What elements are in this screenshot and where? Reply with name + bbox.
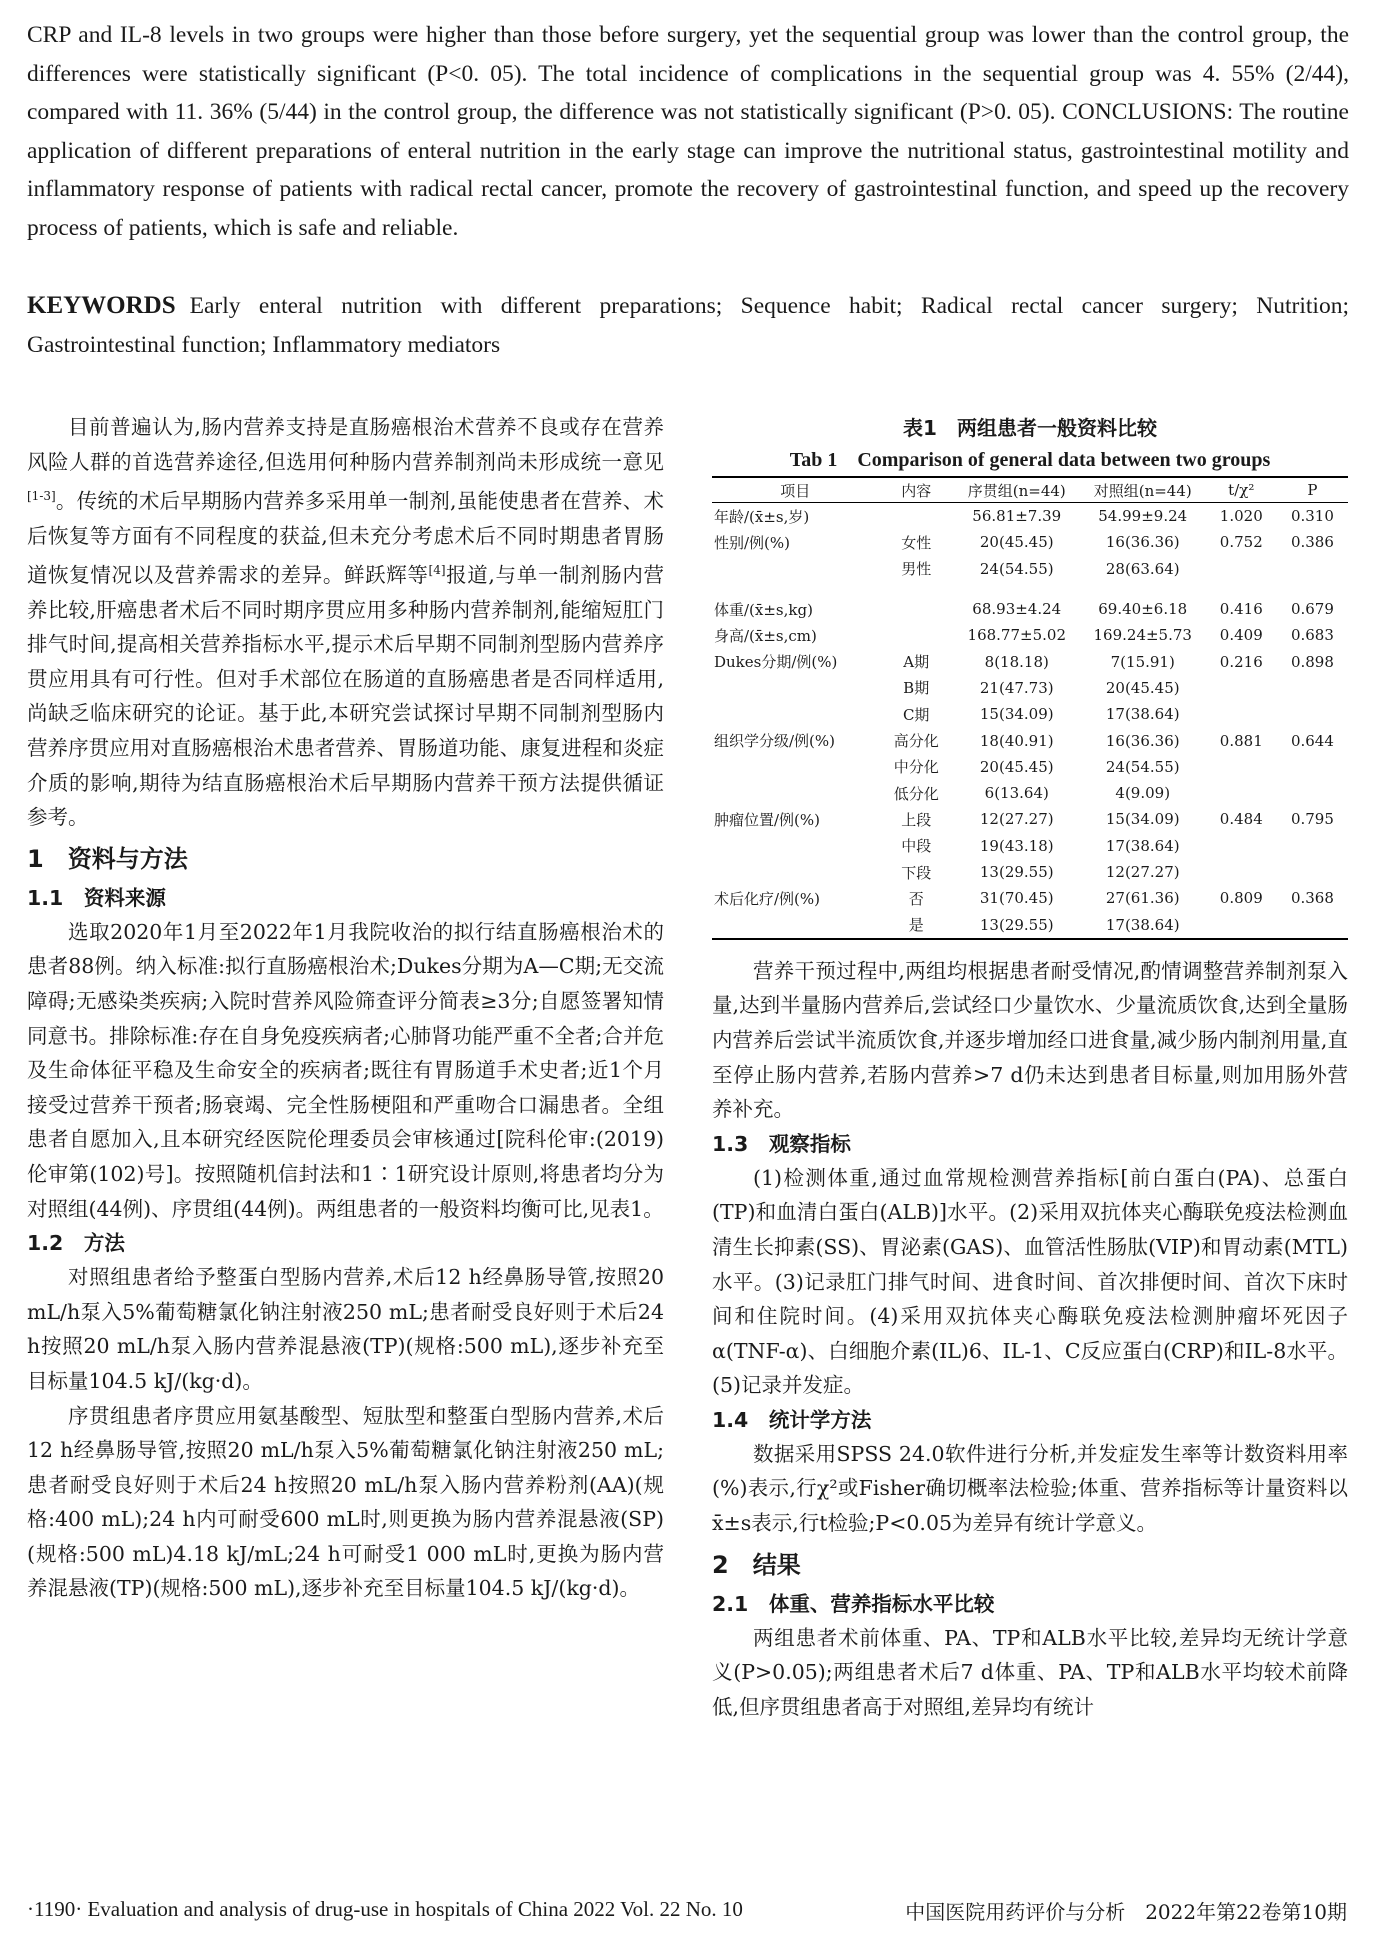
table-cell: 28(63.64) (1105, 559, 1180, 578)
table-cell (1277, 556, 1348, 582)
source-paragraph: 选取2020年1月至2022年1月我院收治的拟行结直肠癌根治术的患者88例。纳入标准:拟行直肠癌根治术;Dukes分期为A—C期;无交流障碍;无感染类疾病;入院时营养风险筛查评分简表≥3分;自愿签署知情同意书。排除标准:存在自身免疫疾病者;心肺肾功能严重不全者;合并危及生命体征平稳及生命安全的疾病者;既往有胃肠道手术史者;近1个月接受过营养干预者;肠衰竭、完全性肠梗阻和严重吻合口漏患者。全组患者自愿加入,且本研究经医院伦理委员会审核通过[院科伦审:(2019)伦审第(102)号]。按照随机信封法和1∶1研究设计原则,将患者均分为对照组(44例)、序贯组(44例)。两组患者的一般资料均衡可比,见表1。 (27, 919, 664, 1221)
right-column (712, 410, 1348, 1724)
table-row (712, 529, 1348, 555)
table-cell: 0.809 (1219, 889, 1263, 908)
table-cell (712, 754, 879, 780)
intro-paragraph (27, 410, 664, 835)
table-cell (1206, 754, 1277, 780)
citation-ref: [4] (428, 563, 446, 578)
table-cell: 0.484 (1219, 810, 1263, 829)
table-cell: 6(13.64) (984, 784, 1049, 803)
statistics-paragraph: 数据采用SPSS 24.0软件进行分析,并发症发生率等计数资料用率(%)表示,行χ²或Fisher确切概率法检验;体重、营养指标等计量资料以x̄±s表示,行t检验;P<0.05为差异有统计学意义。 (712, 1441, 1348, 1536)
table-cell: 下段 (901, 863, 932, 882)
table-cell (1080, 582, 1206, 596)
col-header-p: P (1277, 477, 1348, 503)
weight-paragraph: 两组患者术前体重、PA、TP和ALB水平比较,差异均无统计学意义(P>0.05);两组患者术后7 d体重、PA、TP和ALB水平均较术前降低,但序贯组患者高于对照组,差异均有统计 (712, 1625, 1348, 1719)
intervention-paragraph: 营养干预过程中,两组均根据患者耐受情况,酌情调整营养制剂泵入量,达到半量肠内营养后,尝试经口少量饮水、少量流质饮食,达到全量肠内营养后尝试半流质饮食,并逐步增加经口进食量,减少肠内制剂用量,直至停止肠内营养,若肠内营养>7 d仍未达到患者目标量,则加用肠外营养补充。 (712, 958, 1348, 1122)
table-cell (1206, 833, 1277, 859)
citation-ref: [1-3] (27, 489, 56, 504)
table-cell: Dukes分期/例(%) (714, 653, 838, 672)
table-cell: 12(27.27) (1105, 863, 1180, 881)
table-cell: 20(45.45) (979, 757, 1054, 776)
table-row (712, 622, 1348, 648)
subsection-heading-weight: 2.1 体重、营养指标水平比较 (712, 1591, 995, 1616)
subsection-heading-method: 1.2 方法 (27, 1231, 125, 1256)
table-cell (1277, 780, 1348, 806)
table-cell: 否 (908, 889, 924, 908)
table-cell: 1.020 (1219, 507, 1263, 526)
table-cell: 男性 (901, 560, 932, 579)
table-cell: 0.752 (1219, 533, 1263, 552)
table-cell: 是 (908, 916, 924, 935)
table-row (712, 754, 1348, 780)
intro-text-3: 报道,与单一制剂肠内营养比较,肝癌患者术后不同时期序贯应用多种肠内营养制剂,能缩短肛门排气时间,提高相关营养指标水平,提示术后早期不同制剂型肠内营养序贯应用具有可行性。但对手术部位在肠道的直肠癌患者是否同样适用,尚缺乏临床研究的论证。基于此,本研究尝试探讨早期不同制剂型肠内营养序贯应用对直肠癌根治术患者营养、胃肠道功能、康复进程和炎症介质的影响,期待为结直肠癌根治术后早期肠内营养干预方法提供循证参考。 (27, 563, 664, 830)
table-cell (879, 503, 954, 530)
table-row (712, 556, 1348, 582)
table-cell: 中分化 (893, 758, 939, 777)
table-cell: 0.644 (1290, 731, 1334, 750)
table-row (712, 885, 1348, 911)
table-row (712, 806, 1348, 832)
table-row (712, 859, 1348, 885)
table-cell: 0.881 (1219, 731, 1263, 750)
table-cell: 中段 (901, 837, 932, 856)
table-cell (1206, 701, 1277, 727)
table-row (712, 780, 1348, 806)
table-cell: 19(43.18) (979, 836, 1054, 855)
method-paragraph-sequential: 序贯组患者序贯应用氨基酸型、短肽型和整蛋白型肠内营养,术后12 h经鼻肠导管,按照20 mL/h泵入5%葡萄糖氯化钠注射液250 mL;患者耐受良好则于术后24 h按照20 mL/h泵入肠内营养粉剂(AA)(规格:400 mL);24 h内可耐受600 mL时,则更换为肠内营养混悬液(SP)(规格:500 mL)4.18 kJ/mL;24 h可耐受1 000 mL时,更换为肠内营养混悬液(TP)(规格:500 mL),逐步补充至目标量104.5 kJ/(kg·d)。 (27, 1403, 664, 1601)
col-header-control: 对照组(n=44) (1080, 477, 1206, 503)
method-paragraph-control: 对照组患者给予整蛋白型肠内营养,术后12 h经鼻肠导管,按照20 mL/h泵入5%葡萄糖氯化钠注射液250 mL;患者耐受良好则于术后24 h按照20 mL/h泵入肠内营养混悬液(TP)(规格:500 mL),逐步补充至目标量104.5 kJ/(kg·d)。 (27, 1265, 664, 1393)
table-cell: 24(54.55) (979, 559, 1054, 578)
table-row (712, 727, 1348, 753)
table-cell: 20(45.45) (1105, 678, 1180, 697)
table-row (712, 833, 1348, 859)
table-cell: 8(18.18) (984, 652, 1049, 671)
table-cell: 17(38.64) (1105, 705, 1180, 724)
table-cell (954, 582, 1080, 596)
table-cell (1277, 582, 1348, 596)
table-cell: 20(45.45) (979, 533, 1054, 552)
col-header-sequential: 序贯组(n=44) (954, 477, 1080, 503)
table-cell: 68.93±4.24 (972, 600, 1062, 619)
table-cell: 0.795 (1290, 810, 1334, 829)
table-cell (1277, 859, 1348, 885)
table-cell (1277, 911, 1348, 938)
subsection-heading-statistics: 1.4 统计学方法 (712, 1407, 872, 1432)
footer-journal-cn: 中国医院用药评价与分析 2022年第22卷第10期 (905, 1900, 1347, 1924)
col-header-content: 内容 (879, 477, 954, 503)
table-cell (1206, 556, 1277, 582)
table-cell: 56.81±7.39 (972, 507, 1062, 526)
table-cell (712, 556, 879, 582)
table-cell: 年龄/(x̄±s,岁) (714, 507, 810, 526)
col-header-stat: t/χ² (1206, 477, 1277, 503)
table-cell: 0.679 (1290, 600, 1334, 619)
table-row (712, 911, 1348, 938)
table-cell: 0.683 (1290, 626, 1334, 645)
table-cell: 性别/例(%) (714, 533, 791, 552)
table-cell (879, 596, 954, 622)
left-column (27, 410, 664, 1606)
table-cell: 上段 (901, 810, 932, 829)
table-cell (1206, 911, 1277, 938)
table-cell: B期 (903, 679, 930, 698)
table-row (712, 675, 1348, 701)
keywords-label: KEYWORDS (27, 292, 176, 319)
table-cell (712, 833, 879, 859)
table-cell (879, 582, 954, 596)
abstract-continuation: CRP and IL-8 levels in two groups were higher than those before surgery, yet the sequential group was lower than the control group, the differences were statistically significant (P<0. 05). The total incidence of complications in the sequential group was 4. 55% (2/44), compared with 11. 36% (5/44) in the control group, the difference was not statistically significant (P>0. 05). CONCLUSIONS: The routine application of different preparations of enteral nutrition in the early stage can improve the nutritional status, gastrointestinal motility and inflammatory response of patients with radical rectal cancer, promote the recovery of gastrointestinal function, and speed up the recovery process of patients, which is safe and reliable. (27, 22, 1349, 241)
table-cell: 169.24±5.73 (1093, 626, 1192, 645)
table-cell (1206, 859, 1277, 885)
section-heading-methods: 1 资料与方法 (27, 844, 188, 873)
table-cell: 0.216 (1219, 652, 1263, 671)
table-cell: 身高/(x̄±s,cm) (714, 626, 817, 645)
table-cell: A期 (903, 653, 930, 672)
table-cell: 低分化 (893, 784, 939, 803)
table-cell (712, 911, 879, 938)
subsection-heading-indicators: 1.3 观察指标 (712, 1131, 851, 1156)
table-title-cn: 表1 两组患者一般资料比较 (903, 416, 1157, 440)
table-title-en: Tab 1 Comparison of general data between two groups (789, 449, 1271, 471)
table-cell (1206, 780, 1277, 806)
indicators-paragraph: (1)检测体重,通过血常规检测营养指标[前白蛋白(PA)、总蛋白(TP)和血清白蛋白(ALB)]水平。(2)采用双抗体夹心酶联免疫法检测血清生长抑素(SS)、胃泌素(GAS)、血管活性肠肽(VIP)和胃动素(MTL)水平。(3)记录肛门排气时间、进食时间、首次排便时间、首次下床时间和住院时间。(4)采用双抗体夹心酶联免疫法检测肿瘤坏死因子α(TNF-α)、白细胞介素(IL)6、IL-1、C反应蛋白(CRP)和IL-8水平。(5)记录并发症。 (712, 1165, 1348, 1398)
table-cell: 0.368 (1290, 889, 1334, 908)
table-row (712, 503, 1348, 530)
table-cell: 168.77±5.02 (967, 626, 1066, 645)
table-cell: 0.386 (1290, 533, 1334, 552)
general-data-table (712, 476, 1348, 940)
table-cell: 0.898 (1290, 652, 1334, 671)
table-cell: 15(34.09) (979, 705, 1054, 724)
table-cell: 69.40±6.18 (1098, 600, 1188, 619)
keywords-text: Early enteral nutrition with different preparations; Sequence habit; Radical rectal cancer surgery; Nutrition; Gastrointestinal function; Inflammatory mediators (27, 293, 1349, 358)
table-body (712, 503, 1348, 939)
table-cell: 0.409 (1219, 626, 1263, 645)
col-header-item: 项目 (712, 477, 879, 503)
table-header-row (712, 477, 1348, 503)
table-cell (1206, 582, 1277, 596)
keywords (27, 287, 1349, 364)
table-cell: 4(9.09) (1115, 784, 1171, 803)
table-cell (879, 622, 954, 648)
table-cell (712, 701, 879, 727)
table-cell (712, 582, 879, 596)
table-row (712, 582, 1348, 596)
table-cell: 肿瘤位置/例(%) (714, 810, 821, 829)
table-cell (712, 675, 879, 701)
table-cell: 31(70.45) (979, 889, 1054, 908)
table-cell: 15(34.09) (1105, 810, 1180, 829)
table-cell: 女性 (901, 533, 932, 552)
table-cell: 16(36.36) (1105, 533, 1180, 552)
section-heading-results: 2 结果 (712, 1550, 801, 1579)
table-cell: 21(47.73) (979, 678, 1054, 697)
table-cell: 组织学分级/例(%) (714, 732, 836, 751)
table-cell (1277, 754, 1348, 780)
table-cell (1206, 675, 1277, 701)
table-cell: 0.310 (1290, 507, 1334, 526)
table-cell (1277, 833, 1348, 859)
table-cell: 27(61.36) (1105, 889, 1180, 908)
table-cell: 17(38.64) (1105, 915, 1180, 934)
table-cell: 54.99±9.24 (1098, 507, 1188, 526)
table-cell: 0.416 (1219, 600, 1263, 619)
table-row (712, 701, 1348, 727)
table-cell: 13(29.55) (979, 915, 1054, 934)
intro-text-1: 目前普遍认为,肠内营养支持是直肠癌根治术营养不良或存在营养风险人群的首选营养途径,但选用何种肠内营养制剂尚未形成统一意见 (27, 415, 664, 474)
table-cell: 高分化 (893, 732, 939, 751)
table-cell (1277, 701, 1348, 727)
table-row (712, 648, 1348, 674)
subsection-heading-source: 1.1 资料来源 (27, 885, 166, 910)
table-cell: 13(29.55) (979, 863, 1054, 881)
table-cell: 16(36.36) (1105, 731, 1180, 750)
table-cell (712, 859, 879, 885)
table-row (712, 596, 1348, 622)
table-cell (1277, 675, 1348, 701)
table-cell: 18(40.91) (979, 731, 1054, 750)
table-cell: 7(15.91) (1110, 652, 1175, 671)
footer-journal-en: ·1190· Evaluation and analysis of drug-use in hospitals of China 2022 Vol. 22 No. 10 (27, 1897, 743, 1921)
table-cell: 术后化疗/例(%) (714, 889, 821, 908)
table-cell: 12(27.27) (979, 810, 1054, 829)
table-cell (712, 780, 879, 806)
table-cell: 24(54.55) (1105, 757, 1180, 776)
intro-text-2: 。传统的术后早期肠内营养多采用单一制剂,虽能使患者在营养、术后恢复等方面有不同程度的获益,但未充分考虑术后不同时期患者胃肠道恢复情况以及营养需求的差异。鲜跃辉等 (27, 489, 664, 588)
table-cell: C期 (902, 705, 930, 724)
table-cell: 17(38.64) (1105, 836, 1180, 855)
table-cell: 体重/(x̄±s,kg) (714, 600, 813, 619)
